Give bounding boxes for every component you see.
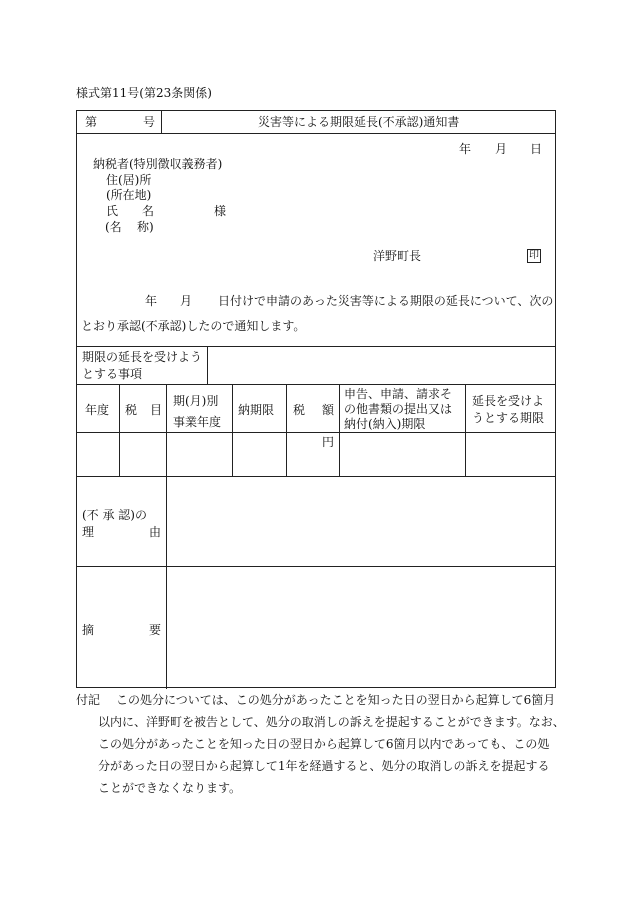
notice-line1: 日付けで申請のあった災害等による期限の延長について、次の [218,294,554,308]
recipient-corp-a: (名 [105,220,122,234]
footnote-line3: この処分があったことを知った日の翌日から起算して6箇月以内であっても、この処 [98,737,550,751]
recipient-taxpayer: 納税者(特別徴収義務者) [93,157,223,171]
recipient-location: (所在地) [106,188,152,202]
reason-label-line2-a: 理 [82,525,95,539]
rule-header-bottom [77,133,555,134]
col-tax-item-b: 目 [150,403,163,417]
col-tax-amount-a: 税 [293,403,306,417]
col-deadline-line2: の他書類の提出又は [344,402,453,416]
col-extended-line2: うとする期限 [472,411,545,425]
col-tax-item-a: 税 [125,403,138,417]
col-period-line2: 事業年度 [173,415,222,429]
rule-reason-bottom [77,566,555,567]
notice-year: 年 [145,294,158,308]
col-deadline-line1: 申告、申請、請求そ [344,387,453,401]
col-due-date: 納期限 [238,403,275,417]
recipient-address: 住(居)所 [106,173,152,187]
header-go: 号 [143,115,156,129]
col-deadline-line3: 納付(納入)期限 [344,417,426,431]
yen-unit: 円 [322,435,335,449]
reason-label-line2-b: 由 [149,525,162,539]
notice-line2: とおり承認(不承認)したので通知します。 [81,319,306,333]
rule-col-5 [339,384,340,476]
footnote-line2: 以内に、洋野町を被告として、処分の取消しの訴えを提起することができます。なお、 [98,715,565,729]
rule-datarow-bottom [77,476,555,477]
rule-col-1 [119,384,120,476]
rule-subject-divider [207,346,208,384]
rule-col-3 [232,384,233,476]
footnote-line5: ことができなくなります。 [98,781,242,795]
date-month: 月 [495,142,508,156]
footnote-label: 付記 [76,693,101,707]
footnote-line4: 分があった日の翌日から起算して1年を経過すると、処分の取消しの訴えを提起する [98,759,550,773]
footnote-line1: この処分については、この処分があったことを知った日の翌日から起算して6箇月 [116,693,556,707]
rule-col-2 [166,384,167,689]
date-day: 日 [530,142,543,156]
notice-form-table [76,110,556,688]
rule-col-4 [286,384,287,476]
form-number: 様式第11号(第23条関係) [76,86,212,100]
col-fiscal-year: 年度 [85,403,110,417]
issuer-mayor: 洋野町長 [373,249,422,263]
remarks-label-b: 要 [149,623,162,637]
remarks-label-a: 摘 [82,623,95,637]
date-year: 年 [459,142,472,156]
reason-label-line1: (不 承 認)の [82,508,147,522]
recipient-sama: 様 [214,204,227,218]
header-dai: 第 [85,115,98,129]
notice-month: 月 [180,294,193,308]
seal-mark: 印 [529,250,539,261]
subject-label-line1: 期限の延長を受けよう [82,350,203,364]
recipient-name-b: 名 [142,204,155,218]
col-tax-amount-b: 額 [322,403,335,417]
rule-col-6 [465,384,466,476]
recipient-name-a: 氏 [106,204,119,218]
rule-body-bottom [77,346,555,347]
col-extended-line1: 延長を受けよ [472,394,545,408]
col-period-line1: 期(月)別 [173,394,219,408]
subject-label-line2: とする事項 [82,367,143,381]
recipient-corp-b: 称) [137,220,154,234]
rule-header-divider [161,111,162,133]
form-title: 災害等による期限延長(不承認)通知書 [258,115,460,129]
rule-colheader-bottom [77,432,555,433]
rule-subject-bottom [77,384,555,385]
